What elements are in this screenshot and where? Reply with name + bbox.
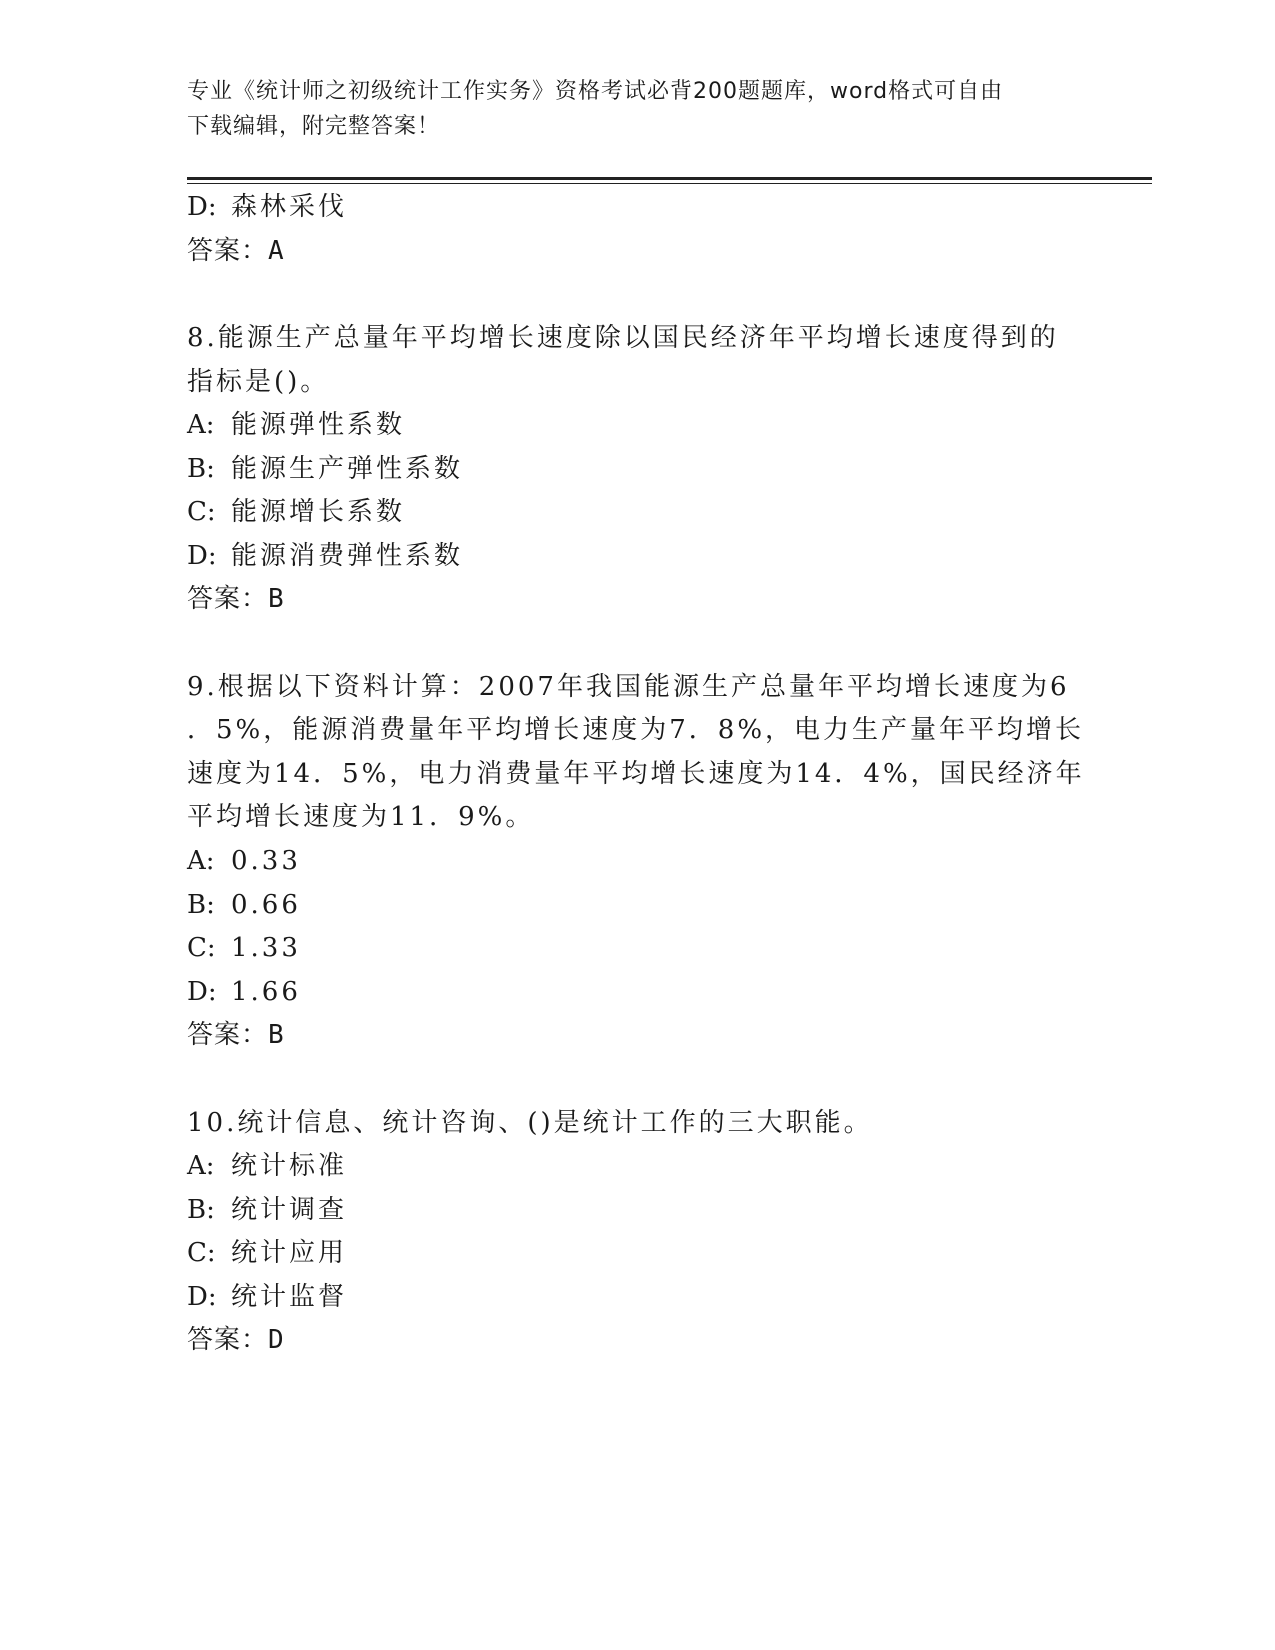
option-key: D: (187, 1282, 217, 1312)
question-8-option-c (187, 495, 405, 529)
option-key: A: (187, 1151, 215, 1181)
option-text: 森林采伐 (231, 192, 348, 222)
option-key: D: (187, 192, 217, 222)
prev-option-d (187, 190, 347, 224)
option-key: D: (187, 977, 217, 1007)
option-text: 能源消费弹性系数 (231, 541, 464, 571)
header-line-2: 下载编辑，附完整答案！ (187, 114, 441, 139)
option-text: 1.33 (231, 933, 301, 963)
document-header (187, 74, 1087, 144)
answer-label: 答案： (187, 584, 269, 614)
option-key: C: (187, 1238, 216, 1268)
question-9-stem-line-3: 速度为14．5%，电力消费量年平均增长速度为14．4%，国民经济年 (187, 759, 1085, 789)
question-9-stem-line-1: 9.根据以下资料计算：2007年我国能源生产总量年平均增长速度为6 (187, 672, 1070, 702)
option-text: 能源弹性系数 (231, 410, 406, 440)
question-9-answer (187, 1018, 285, 1052)
header-divider-thin (187, 183, 1152, 184)
option-key: C: (187, 497, 216, 527)
option-key: A: (187, 846, 215, 876)
question-9-option-d (187, 975, 301, 1009)
option-text: 能源生产弹性系数 (231, 454, 464, 484)
option-text: 0.33 (231, 846, 301, 876)
option-text: 统计应用 (231, 1238, 348, 1268)
answer-value: B (268, 584, 285, 614)
option-key: D: (187, 541, 217, 571)
option-text: 统计调查 (231, 1195, 348, 1225)
question-9-option-c (187, 931, 301, 965)
question-8-option-a (187, 408, 405, 442)
question-10-stem-line-1: 10.统计信息、统计咨询、()是统计工作的三大职能。 (187, 1108, 873, 1138)
answer-value: A (268, 236, 285, 266)
header-line-1: 专业《统计师之初级统计工作实务》资格考试必背200题题库，word格式可自由 (187, 79, 1004, 104)
prev-answer (187, 234, 285, 268)
option-text: 1.66 (231, 977, 301, 1007)
question-9-stem-line-2: ．5%，能源消费量年平均增长速度为7．8%，电力生产量年平均增长 (187, 715, 1085, 745)
question-8-option-d (187, 539, 463, 573)
question-8-answer (187, 582, 285, 616)
question-10-option-c (187, 1236, 347, 1270)
answer-label: 答案： (187, 1325, 269, 1355)
question-9-stem-line-4: 平均增长速度为11．9%。 (187, 802, 535, 832)
answer-label: 答案： (187, 1020, 269, 1050)
answer-value: B (268, 1020, 285, 1050)
question-8-option-b (187, 452, 463, 486)
option-key: B: (187, 890, 215, 920)
question-9-option-a (187, 844, 301, 878)
option-text: 能源增长系数 (231, 497, 406, 527)
question-10-option-a (187, 1149, 347, 1183)
answer-label: 答案： (187, 236, 269, 266)
header-divider-thick (187, 177, 1152, 180)
answer-value: D (268, 1325, 285, 1355)
question-10-answer (187, 1323, 285, 1357)
option-text: 0.66 (231, 890, 301, 920)
option-key: B: (187, 1195, 215, 1225)
option-text: 统计监督 (231, 1282, 348, 1312)
question-10-option-b (187, 1193, 347, 1227)
option-key: A: (187, 410, 215, 440)
option-key: B: (187, 454, 215, 484)
option-text: 统计标准 (231, 1151, 348, 1181)
question-10-option-d (187, 1280, 347, 1314)
question-9-option-b (187, 888, 301, 922)
question-8-stem-line-1: 8.能源生产总量年平均增长速度除以国民经济年平均增长速度得到的 (187, 323, 1059, 353)
question-8-stem-line-2: 指标是()。 (187, 367, 330, 397)
option-key: C: (187, 933, 216, 963)
